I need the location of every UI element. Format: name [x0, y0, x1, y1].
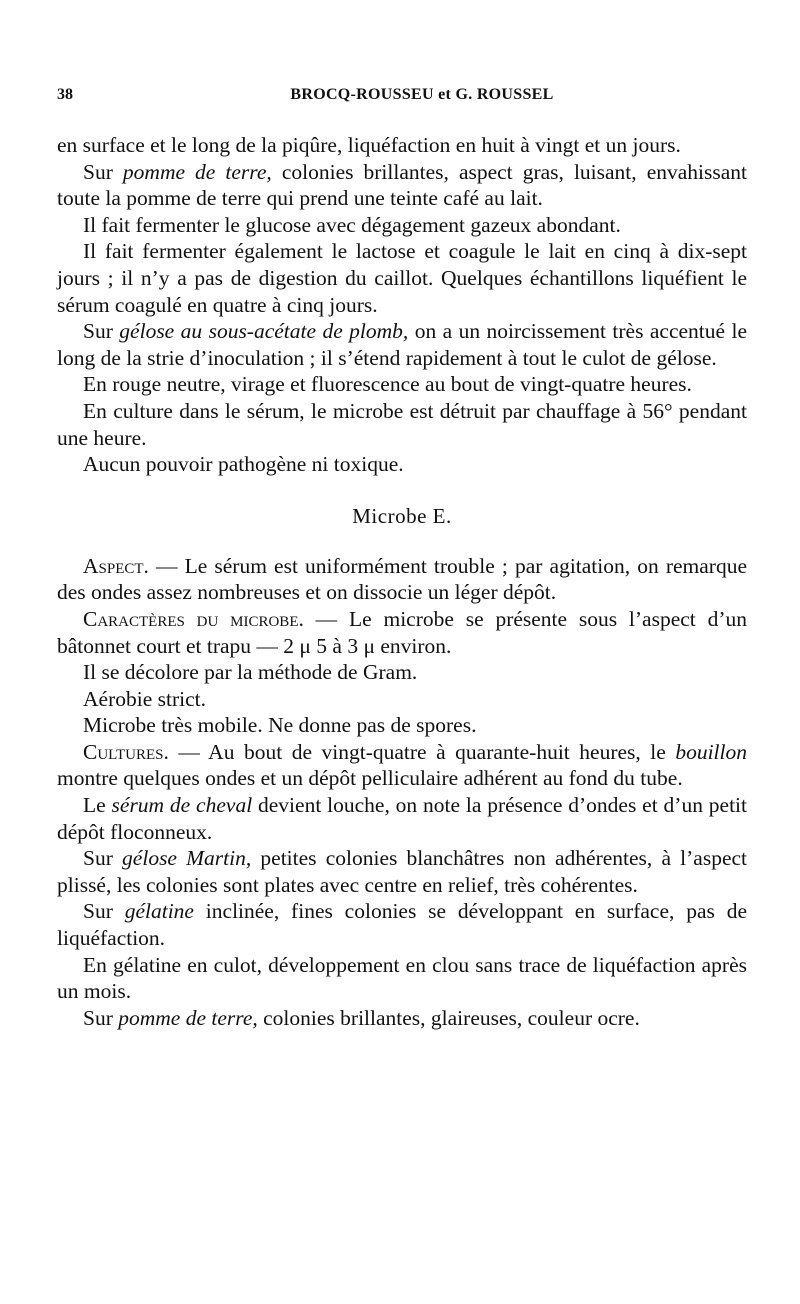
text-run: Aérobie strict.: [83, 686, 206, 711]
page-header: [57, 86, 747, 114]
text-run: Sur: [83, 846, 123, 871]
paragraph-p14: [57, 739, 747, 792]
text-run: En culture dans le sérum, le microbe est détruit par chauffage à 56° pendant une heure.: [57, 398, 747, 450]
text-run: — Au bout de vingt-quatre à quarante-huit heures, le: [168, 739, 676, 764]
text-run: Aucun pouvoir pathogène ni toxique.: [83, 452, 404, 477]
paragraph-p4: [57, 238, 747, 318]
text-run: Sur: [83, 899, 125, 924]
italic-term: pomme de terre,: [122, 159, 272, 184]
running-head: BROCQ-ROUSSEU et G. ROUSSEL: [290, 86, 554, 103]
text-run: petites colonies blanchâtres non adhérentes, à l’aspect plissé, les colonies sont plates avec centre en relief, très cohérentes.: [57, 846, 748, 897]
paragraph-p19: [57, 1005, 747, 1032]
page-number: 38: [57, 86, 73, 103]
italic-term: gélose au sous-acétate de plomb,: [119, 319, 409, 344]
text-run: Sur: [83, 319, 120, 344]
paragraph-p12: [57, 686, 747, 713]
text-run: Sur: [83, 159, 123, 184]
italic-term: gélose Martin,: [122, 846, 252, 871]
text-run: Microbe très mobile. Ne donne pas de spores.: [83, 713, 477, 738]
paragraph-p5: [57, 318, 747, 371]
paragraph-p16: [57, 845, 747, 898]
paragraphs-before: [57, 132, 747, 478]
section-title: Microbe E.: [352, 503, 452, 528]
text-run: colonies brillantes, aspect gras, luisant, envahissant toute la pomme de terre qui prend une teinte café au lait.: [57, 159, 747, 211]
small-caps-heading: Caractères du microbe.: [83, 606, 304, 631]
paragraph-p10: [57, 606, 747, 659]
paragraph-p11: [57, 659, 747, 686]
text-run: Sur: [83, 1005, 119, 1030]
paragraph-p7: [57, 398, 747, 451]
paragraph-p13: [57, 712, 747, 739]
text-run: Il fait fermenter le glucose avec dégagement gazeux abondant.: [83, 212, 621, 237]
italic-term: sérum de cheval: [111, 793, 253, 818]
text-run: colonies brillantes, glaireuses, couleur ocre.: [257, 1005, 640, 1030]
paragraph-p1: [57, 132, 747, 159]
paragraph-p18: [57, 952, 747, 1005]
text-run: devient louche, on note la présence d’ondes et d’un petit dépôt floconneux.: [57, 793, 748, 844]
text-run: Le: [83, 793, 112, 818]
italic-term: pomme de terre,: [118, 1005, 258, 1030]
text-run: Il se décolore par la méthode de Gram.: [83, 660, 418, 685]
page-body: [57, 132, 747, 1031]
paragraph-p6: [57, 371, 747, 398]
text-run: on a un noircissement très accentué le long de la strie d’inoculation ; il s’étend rapidement à tout le culot de gélose.: [57, 319, 747, 370]
text-run: inclinée, fines colonies se développant en surface, pas de liquéfaction.: [57, 899, 747, 951]
paragraph-p8: [57, 451, 747, 478]
text-run: en surface et le long de la piqûre, liquéfaction en huit à vingt et un jours.: [57, 133, 681, 157]
paragraph-p2: [57, 159, 747, 212]
paragraph-p9: [57, 553, 747, 606]
italic-term: bouillon: [675, 739, 747, 764]
paragraph-p3: [57, 212, 747, 239]
text-run: Il fait fermenter également le lactose et coagule le lait en cinq à dix-sept jours ; il n’y a pas de digestion du caillot. Quelques échantillons liquéfient le sérum coagulé en quatre à cinq jours.: [57, 239, 747, 317]
text-run: montre quelques ondes et un dépôt pelliculaire adhérent au fond du tube.: [57, 766, 683, 791]
paragraph-p17: [57, 898, 747, 951]
italic-term: gélatine: [124, 899, 194, 924]
text-run: En gélatine en culot, développement en clou sans trace de liquéfaction après un mois.: [57, 952, 747, 1004]
text-run: — Le sérum est uniformément trouble ; par agitation, on remarque des ondes assez nombreuses et on dissocie un léger dépôt.: [57, 553, 747, 605]
paragraph-p15: [57, 792, 747, 845]
small-caps-heading: Cultures.: [83, 739, 169, 764]
text-run: En rouge neutre, virage et fluorescence au bout de vingt-quatre heures.: [83, 372, 692, 397]
text-run: — Le microbe se présente sous l’aspect d’un bâtonnet court et trapu — 2 μ 5 à 3 μ environ.: [57, 606, 747, 658]
paragraphs-after: [57, 553, 747, 1032]
small-caps-heading: Aspect.: [83, 553, 149, 578]
